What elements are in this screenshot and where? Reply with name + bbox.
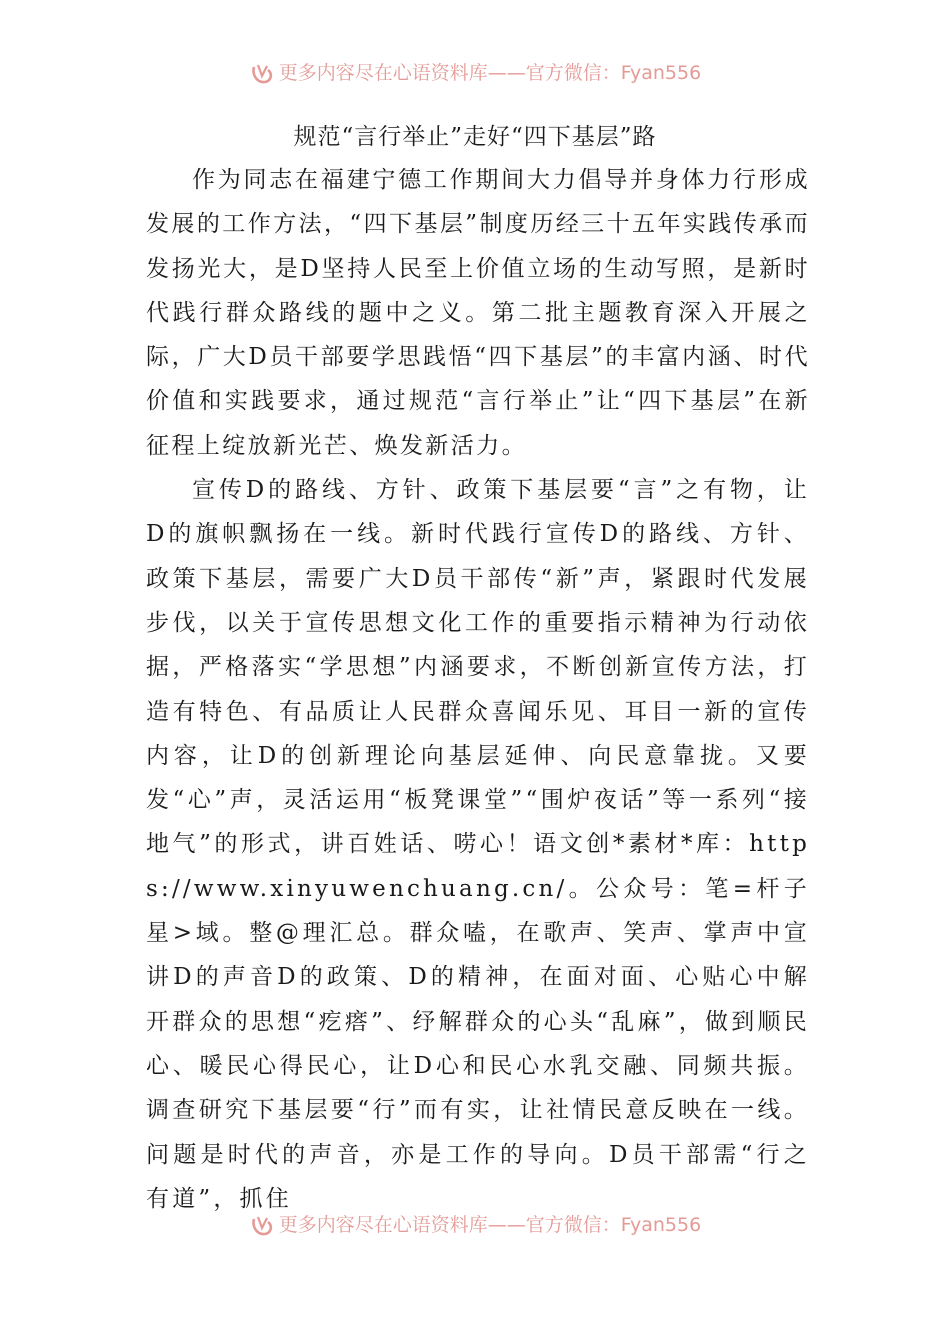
watermark-logo-icon — [249, 61, 275, 87]
document-title: 规范“言行举止”走好“四下基层”路 — [293, 124, 657, 150]
footer-watermark — [0, 1210, 950, 1239]
watermark-text: 更多内容尽在心语资料库——官方微信：Fyan556 — [278, 62, 702, 84]
watermark-text: 更多内容尽在心语资料库——官方微信：Fyan556 — [278, 1214, 702, 1236]
watermark-logo-icon — [249, 1213, 275, 1239]
paragraph: 作为同志在福建宁德工作期间大力倡导并身体力行形成发展的工作方法，“四下基层”制度历经三十五年实践传承而发扬光大，是D坚持人民至上价值立场的生动写照，是新时代践行群众路线的题中之义。第二批主题教育深入开展之际，广大D员干部要学思践悟“四下基层”的丰富内涵、时代价值和实践要求，通过规范“言行举止”让“四下基层”在新征程上绽放新光芒、焕发新活力。 — [146, 167, 810, 459]
header-watermark — [0, 58, 950, 87]
paragraph: 宣传D的路线、方针、政策下基层要“言”之有物，让D的旗帜飘扬在一线。新时代践行宣传D的路线、方针、政策下基层，需要广大D员干部传“新”声，紧跟时代发展步伐，以关于宣传思想文化工作的重要指示精神为行动依据，严格落实“学思想”内涵要求，不断创新宣传方法，打造有特色、有品质让人民群众喜闻乐见、耳目一新的宣传内容，让D的创新理论向基层延伸、向民意靠拢。又要发“心”声，灵活运用“板凳课堂”“围炉夜话”等一系列“接地气”的形式，讲百姓话、唠心！语文创*素材*库：https://www.xinyuwenchuang.cn/。公众号：笔=杆子星>域。整@理汇总。群众嗑，在歌声、笑声、掌声中宣讲D的声音D的政策、D的精神，在面对面、心贴心中解开群众的思想“疙瘩”、纾解群众的心头“乱麻”，做到顺民心、暖民心得民心，让D心和民心水乳交融、同频共振。调查研究下基层要“行”而有实，让社情民意反映在一线。问题是时代的声音，亦是工作的导向。D员干部需“行之有道”，抓住 — [146, 477, 810, 1212]
document-body — [146, 158, 810, 1221]
